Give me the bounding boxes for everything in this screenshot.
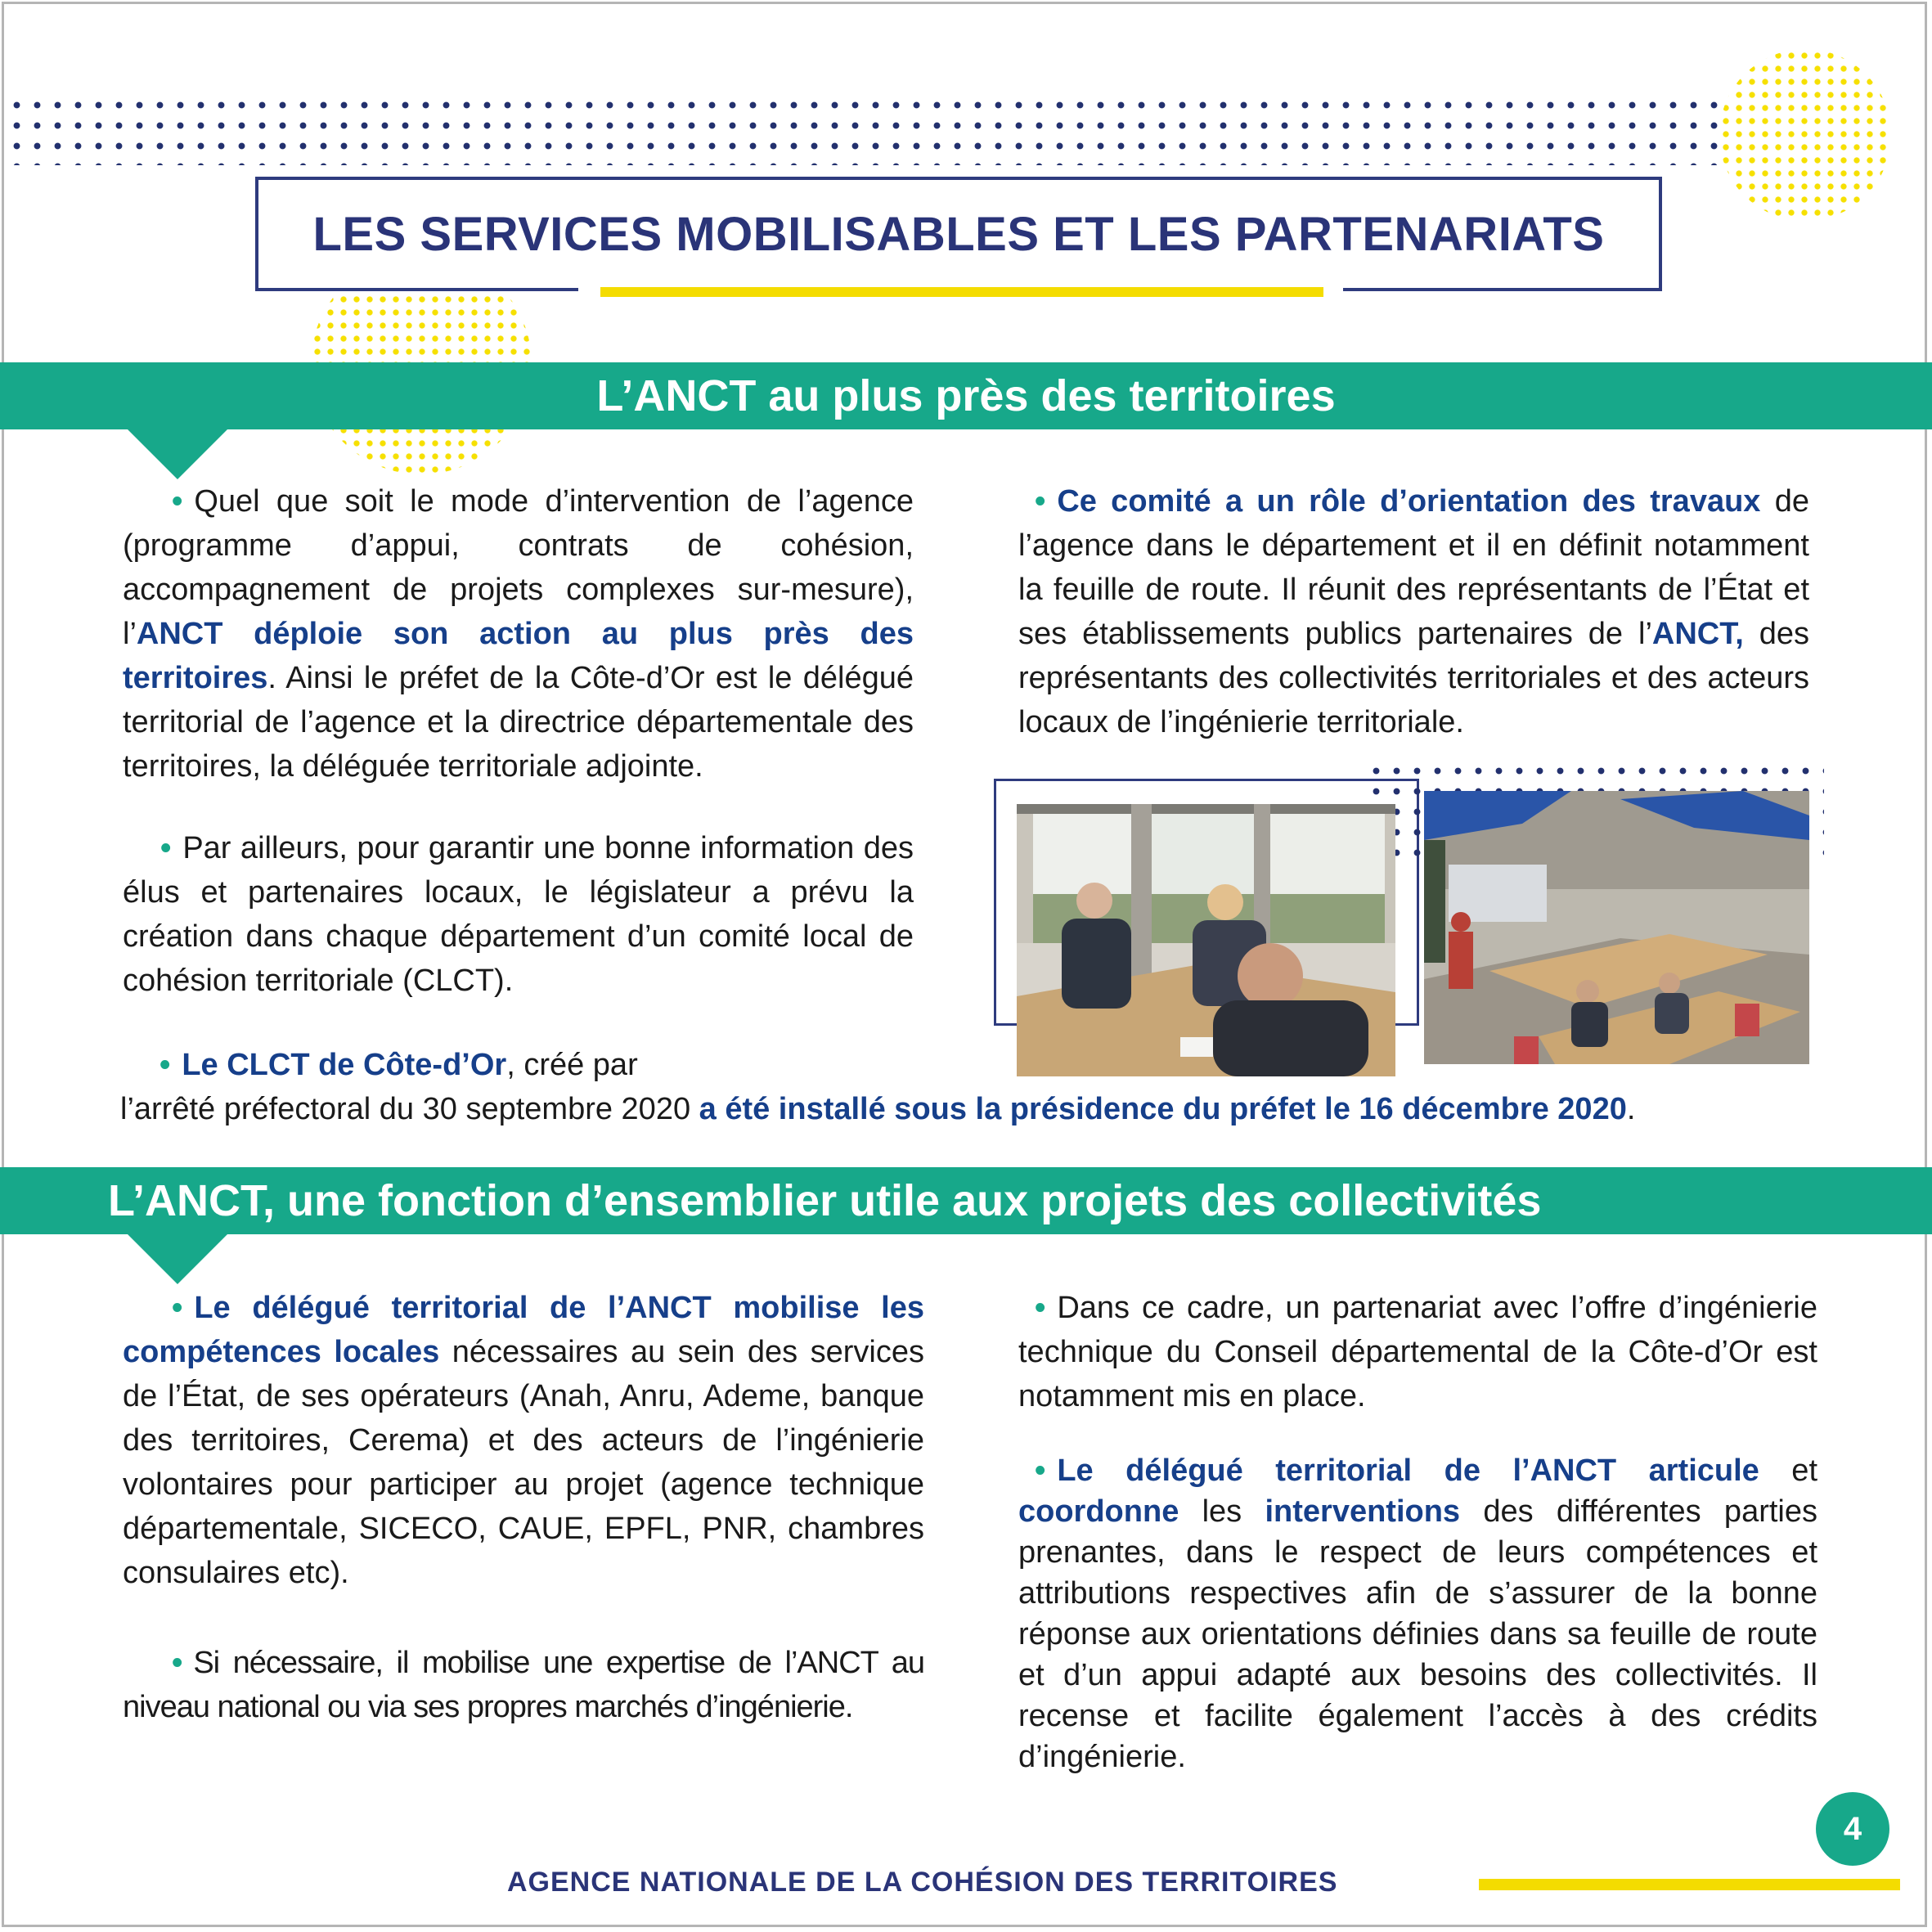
paragraph: • Quel que soit le mode d’intervention de l’agence (programme d’appui, contrats de cohésion, accompagnement de projets complexes sur-mesure), l’ANCT déploie son action au plus près des territoires. Ainsi le préfet de la Côte-d’Or est le délégué territorial de l’agence et la directrice départementale des territoires, la déléguée territoriale adjointe. xyxy=(123,484,914,784)
page-number: 4 xyxy=(1843,1810,1862,1847)
paragraph: • Dans ce cadre, un partenariat avec l’offre d’ingénierie technique du Conseil départemental de la Côte-d’Or est notamment mis en place. xyxy=(1018,1291,1817,1413)
highlight-text: ANCT déploie son action au plus près des territoires xyxy=(123,617,914,695)
highlight-text: ANCT, xyxy=(1651,617,1744,651)
highlight-text: coordonne xyxy=(1018,1494,1179,1529)
paragraph: • Le délégué territorial de l’ANCT mobilise les compétences locales nécessaires au sein des services de l’État, de ses opérateurs (Anah, Anru, Ademe, banque des territoires, Cerema) et des acteurs de l’ingénierie volontaires pour participer au projet (agence technique départementale, SICECO, CAUE, EPFL, PNR, chambres consulaires etc). xyxy=(123,1291,924,1590)
section-pointer xyxy=(127,429,228,479)
title-underline xyxy=(600,287,1323,297)
highlight-text: a été installé sous la présidence du préfet le 16 décembre 2020 xyxy=(699,1092,1627,1126)
footer-agency-name: AGENCE NATIONALE DE LA COHÉSION DES TERRITOIRES xyxy=(507,1867,1338,1898)
bullet: • xyxy=(172,1291,183,1325)
meeting-room-photo xyxy=(1424,791,1809,1064)
paragraph: • Si nécessaire, il mobilise une expertise de l’ANCT au niveau national ou via ses propres marchés d’ingénierie. xyxy=(123,1646,924,1724)
section-pointer xyxy=(127,1233,228,1284)
bullet: • xyxy=(160,1048,171,1082)
highlight-text: Le délégué territorial de l’ANCT mobilise les compétences locales xyxy=(123,1291,924,1369)
bullet: • xyxy=(172,1646,182,1680)
bullet: • xyxy=(172,484,183,519)
footer-underline xyxy=(1479,1879,1900,1890)
highlight-text: Ce comité a un rôle d’orientation des travaux xyxy=(1057,484,1761,519)
yellow-dotted-circle xyxy=(1719,49,1891,221)
dotted-pattern-top xyxy=(7,95,1810,165)
section-heading-text: L’ANCT au plus près des territoires xyxy=(596,371,1336,420)
bullet: • xyxy=(1035,1291,1046,1325)
highlight-text: Le CLCT de Côte-d’Or xyxy=(182,1048,507,1082)
bullet: • xyxy=(160,831,172,865)
meeting-photo xyxy=(1017,804,1395,1076)
section-heading xyxy=(0,362,1932,429)
paragraph: • Le délégué territorial de l’ANCT articule et coordonne les interventions des différentes parties prenantes, dans le respect de leurs compétences et attributions respectives afin de s’assurer de la bonne réponse aux orientations définies dans sa feuille de route et d’un appui adapté aux besoins des collectivités. Il recense et facilite également l’accès à des crédits d’ingénierie. xyxy=(1018,1453,1817,1774)
highlight-text: interventions xyxy=(1265,1494,1461,1529)
highlight-text: Le délégué territorial de l’ANCT articule xyxy=(1057,1453,1759,1488)
paragraph-continuation: l’arrêté préfectoral du 30 septembre 2020 a été installé sous la présidence du préfet le 16 décembre 2020. xyxy=(120,1092,1636,1126)
paragraph: • Ce comité a un rôle d’orientation des travaux de l’agence dans le département et il en définit notamment la feuille de route. Il réunit des représentants de l’État et ses établissements publics partenaires de l’ANCT, des représentants des collectivités territoriales et des acteurs locaux de l’ingénierie territoriale. xyxy=(1018,484,1809,739)
section-heading-text: L’ANCT, une fonction d’ensemblier utile aux projets des collectivités xyxy=(108,1176,1542,1225)
bullet: • xyxy=(1035,484,1046,519)
title-box xyxy=(255,177,1662,291)
page-number-badge xyxy=(1816,1792,1889,1866)
bullet: • xyxy=(1035,1453,1046,1488)
paragraph: • Par ailleurs, pour garantir une bonne information des élus et partenaires locaux, le législateur a prévu la création dans chaque département d’un comité local de cohésion territoriale (CLCT). xyxy=(123,831,914,998)
section-heading xyxy=(0,1167,1932,1234)
paragraph: • Le CLCT de Côte-d’Or, créé par xyxy=(160,1048,638,1082)
page-title: LES SERVICES MOBILISABLES ET LES PARTENARIATS xyxy=(312,207,1605,261)
